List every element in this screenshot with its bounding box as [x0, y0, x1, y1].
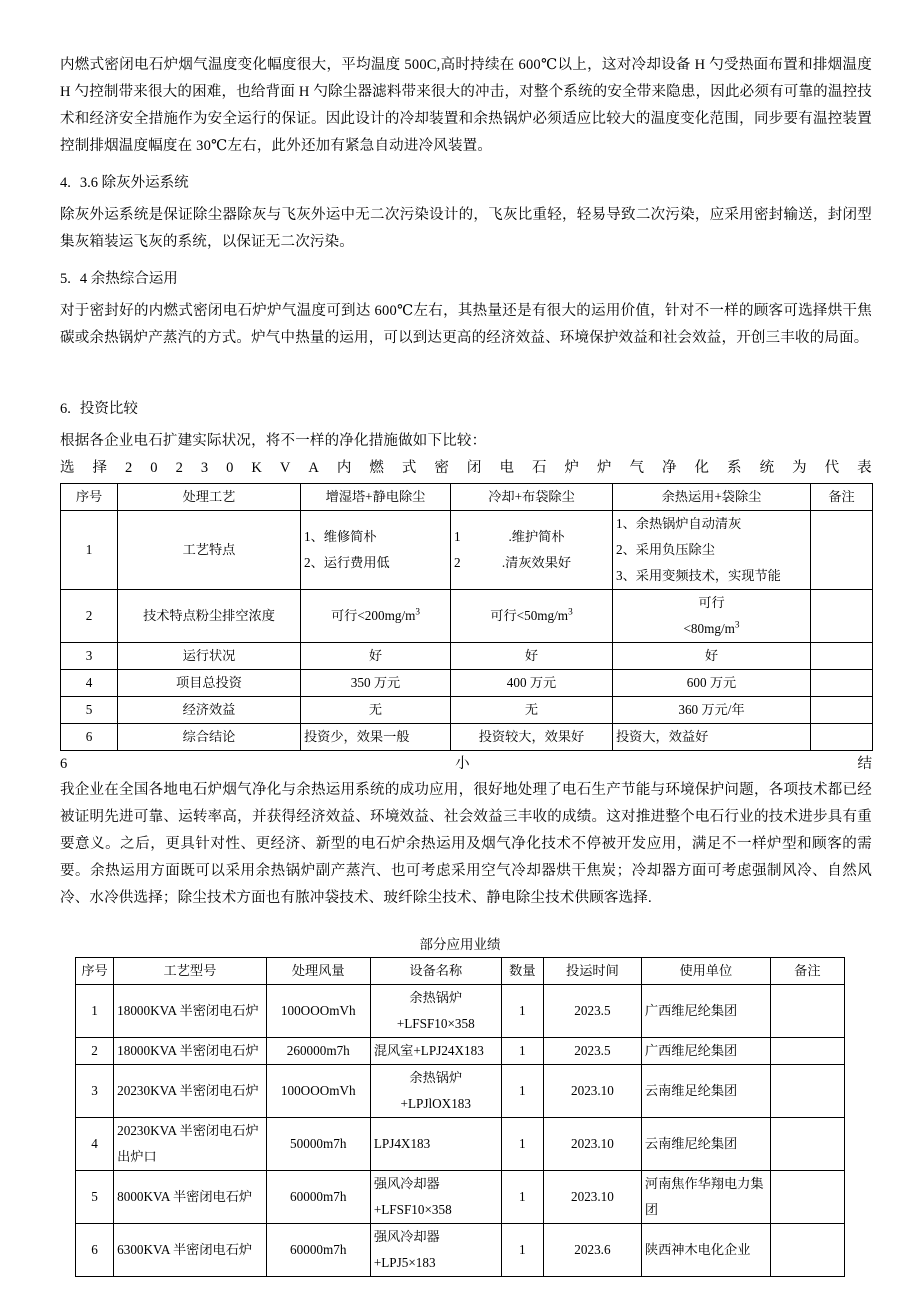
table-header-row [76, 958, 845, 985]
cell-qty: 1 [501, 1038, 543, 1065]
cell-process: 经济效益 [118, 697, 301, 724]
cell-no: 2 [76, 1038, 114, 1065]
cell-line-text: .维护简朴 [508, 529, 565, 544]
applications-table-caption: 部分应用业绩 [419, 937, 501, 952]
cell-no: 6 [76, 1224, 114, 1277]
cell-process: 运行状况 [118, 643, 301, 670]
cell-model: 18000KVA 半密闭电石炉 [114, 985, 267, 1038]
justified-char: 统 [759, 460, 775, 476]
table-row [76, 1171, 845, 1224]
cell-unit: 广西维尼纶集团 [641, 1038, 770, 1065]
cell-airflow: 60000m7h [266, 1224, 370, 1277]
cell-cooling [451, 724, 613, 751]
cell-cooling [451, 643, 613, 670]
justified-char: 选 [60, 460, 75, 476]
cell-unit: 云南维足纶集团 [641, 1065, 770, 1118]
cell-qty: 1 [501, 985, 543, 1038]
header-cell-process: 处理工艺 [118, 484, 301, 511]
header-cell-waste-heat: 余热运用+袋除尘 [613, 484, 811, 511]
justified-char: 2 [175, 460, 183, 476]
cell-remark [770, 1038, 844, 1065]
paragraph-ash-removal: 除灰外运系统是保证除尘器除灰与飞灰外运中无二次污染设计的，飞灰比重轻，轻易导致二次污染，应采用密封输送，封闭型集灰箱装运飞灰的系统，以保证无二次污染。 [60, 207, 872, 250]
cell-text-line: 1、余热锅炉自动清灰 [616, 516, 742, 531]
cell-text-line: 混风室+LPJ24X183 [373, 1043, 484, 1058]
cell-text-line: 600 万元 [686, 675, 737, 690]
table-row [76, 1224, 845, 1277]
table-header-row [61, 484, 873, 511]
justified-char: 内 [336, 460, 352, 476]
cell-text-line: 400 万元 [506, 675, 557, 690]
header-cell-qty: 数量 [501, 958, 543, 985]
cell-waste-heat [613, 697, 811, 724]
cell-equipment [370, 1224, 501, 1277]
justified-char: 净 [662, 460, 677, 476]
justified-char: A [308, 460, 319, 476]
cell-text-line: 360 万元/年 [678, 702, 745, 717]
document-content [60, 52, 872, 1277]
table-row [76, 1065, 845, 1118]
heading-ash-removal [60, 170, 872, 196]
table-row [76, 1118, 845, 1171]
cell-text-line: 投资少，效果一般 [304, 729, 410, 744]
cell-cooling [451, 697, 613, 724]
justified-char: 电 [499, 460, 514, 476]
table-row [61, 670, 873, 697]
cell-text-line: 无 [524, 702, 539, 717]
table-row [61, 511, 873, 590]
justified-char: 石 [531, 460, 547, 476]
justified-char: 择 [92, 460, 108, 476]
cell-model: 20230KVA 半密闭电石炉 [114, 1065, 267, 1118]
cell-qty: 1 [501, 1224, 543, 1277]
cell-text-line: 2、运行费用低 [304, 555, 390, 570]
cell-text-line: 投资大，效益好 [616, 729, 709, 744]
comparison-table-body [61, 484, 873, 751]
justified-char: 6 [60, 756, 68, 772]
cell-date: 2023.5 [543, 1038, 641, 1065]
cell-text-line: 余热锅炉 [409, 990, 463, 1005]
cell-text-line: +LPJlOX183 [400, 1096, 471, 1111]
justified-char: 3 [200, 460, 209, 476]
justified-char: 表 [857, 460, 872, 476]
justified-char: 炉 [564, 460, 579, 476]
cell-text-line: +LPJ5×183 [373, 1255, 436, 1270]
header-cell-airflow: 处理风量 [266, 958, 370, 985]
spacer-before-investment [60, 352, 872, 386]
justified-char: 化 [694, 460, 710, 476]
cell-remark [811, 511, 873, 590]
cell-remark [811, 670, 873, 697]
justified-char: 代 [824, 460, 840, 476]
header-cell-no: 序号 [61, 484, 118, 511]
cell-remark [811, 643, 873, 670]
justified-char: 为 [792, 460, 807, 476]
justified-line-summary-title [60, 751, 872, 777]
heading-ash-removal-label: 3.6 除灰外运系统 [79, 175, 189, 191]
justified-char: 2 [125, 460, 133, 476]
justified-char: 闭 [466, 460, 482, 476]
cell-remark [770, 1118, 844, 1171]
header-cell-unit: 使用单位 [641, 958, 770, 985]
cell-model: 20230KVA 半密闭电石炉出炉口 [114, 1118, 267, 1171]
cell-text-line: 强风冷却器 [373, 1229, 440, 1244]
applications-table [75, 957, 845, 1277]
cell-no: 5 [76, 1171, 114, 1224]
cell-waste-heat [613, 590, 811, 643]
header-cell-no: 序号 [76, 958, 114, 985]
cell-no: 3 [76, 1065, 114, 1118]
cell-humidifier [301, 670, 451, 697]
cell-model: 6300KVA 半密闭电石炉 [114, 1224, 267, 1277]
cell-text-line: +LFSF10×358 [396, 1016, 475, 1031]
cell-text-line: 好 [368, 648, 383, 663]
cell-airflow: 260000m7h [266, 1038, 370, 1065]
heading-investment-label: 投资比较 [79, 401, 138, 417]
cell-equipment [370, 1038, 501, 1065]
cell-text-line: 可行$<200mg/m^3$ [331, 606, 420, 623]
cell-date: 2023.10 [543, 1065, 641, 1118]
cell-no: 1 [76, 985, 114, 1038]
heading-ash-removal-number: 4. [60, 175, 71, 191]
cell-model: 8000KVA 半密闭电石炉 [114, 1171, 267, 1224]
cell-waste-heat [613, 670, 811, 697]
cell-cooling [451, 511, 613, 590]
cell-humidifier [301, 590, 451, 643]
cell-text-line: 350 万元 [350, 675, 401, 690]
cell-equipment [370, 985, 501, 1038]
cell-text-line: 投资较大，效果好 [478, 729, 585, 744]
justified-char: 式 [401, 460, 417, 476]
justified-char: 小 [455, 756, 470, 772]
comparison-table [60, 483, 873, 751]
cell-qty: 1 [501, 1171, 543, 1224]
table-row [61, 697, 873, 724]
cell-date: 2023.10 [543, 1171, 641, 1224]
justified-char: K [251, 460, 262, 476]
cell-equipment [370, 1065, 501, 1118]
cell-humidifier [301, 697, 451, 724]
cell-unit: 河南焦作华翔电力集团 [641, 1171, 770, 1224]
cell-airflow: 100OOOmVh [266, 1065, 370, 1118]
paragraph-investment-intro: 根据各企业电石扩建实际状况，将不一样的净化措施做如下比较： [60, 433, 487, 449]
cell-date: 2023.6 [543, 1224, 641, 1277]
cell-process: 工艺特点 [118, 511, 301, 590]
cell-date: 2023.10 [543, 1118, 641, 1171]
cell-qty: 1 [501, 1065, 543, 1118]
justified-char: 燃 [369, 460, 384, 476]
cell-remark [811, 590, 873, 643]
cell-text-line: 可行$<50mg/m^3$ [490, 606, 573, 623]
cell-remark [770, 1171, 844, 1224]
cell-no: 1 [61, 511, 118, 590]
heading-investment-number: 6. [60, 401, 71, 417]
cell-line-text: .清灰效果好 [501, 555, 572, 570]
cell-no: 4 [61, 670, 118, 697]
cell-humidifier [301, 511, 451, 590]
justified-char: 0 [150, 460, 158, 476]
cell-airflow: 100OOOmVh [266, 985, 370, 1038]
header-cell-equipment: 设备名称 [370, 958, 501, 985]
table-row [61, 643, 873, 670]
cell-process: 综合结论 [118, 724, 301, 751]
heading-waste-heat-number: 5. [60, 271, 71, 287]
cell-humidifier [301, 724, 451, 751]
header-cell-humidifier: 增湿塔+静电除尘 [301, 484, 451, 511]
table-row [76, 985, 845, 1038]
cell-remark [770, 1065, 844, 1118]
cell-airflow: 60000m7h [266, 1171, 370, 1224]
cell-line-marker: 1 [454, 529, 461, 544]
cell-text-line: 好 [524, 648, 539, 663]
cell-text-line: 好 [704, 648, 719, 663]
cell-waste-heat [613, 643, 811, 670]
paragraph-waste-heat: 对于密封好的内燃式密闭电石炉炉气温度可到达 600℃左右，其热量还是有很大的运用价值，针对不一样的顾客可选择烘干焦碳或余热锅炉产蒸汽的方式。炉气中热量的运用，可以到达更高的经济效益、环境保护效益和社会效益，开创三丰收的局面。 [60, 303, 872, 346]
cell-airflow: 50000m7h [266, 1118, 370, 1171]
cell-humidifier [301, 643, 451, 670]
spacer-before-applications [60, 912, 872, 934]
cell-qty: 1 [501, 1118, 543, 1171]
justified-line-representative [60, 455, 872, 481]
justified-char: V [279, 460, 291, 476]
cell-no: 4 [76, 1118, 114, 1171]
cell-waste-heat [613, 724, 811, 751]
cell-text-line: 无 [368, 702, 383, 717]
cell-remark [770, 985, 844, 1038]
cell-remark [811, 724, 873, 751]
heading-investment [60, 396, 872, 422]
heading-waste-heat [60, 266, 872, 292]
cell-remark [770, 1224, 844, 1277]
cell-text-line: 3、采用变频技术，实现节能 [616, 568, 781, 583]
cell-text-line: 可行 [698, 595, 725, 610]
cell-text-line: 1、维修简朴 [304, 529, 377, 544]
justified-char: 结 [857, 756, 872, 772]
cell-equipment [370, 1171, 501, 1224]
justified-char: 炉 [596, 460, 612, 476]
cell-text-line: +LFSF10×358 [373, 1202, 452, 1217]
heading-waste-heat-label: 4 余热综合运用 [79, 271, 178, 287]
applications-table-body [76, 958, 845, 1277]
cell-text-line: $<80mg/m^3$ [683, 619, 740, 636]
justified-char: 0 [226, 460, 234, 476]
cell-text-line: LPJ4X183 [373, 1136, 431, 1151]
header-cell-date: 投运时间 [543, 958, 641, 985]
cell-line-marker: 2 [454, 555, 461, 570]
justified-char: 密 [434, 460, 449, 476]
header-cell-remark: 备注 [770, 958, 844, 985]
cell-text-line: 2、采用负压除尘 [616, 542, 715, 557]
cell-process: 项目总投资 [118, 670, 301, 697]
cell-process: 技术特点粉尘排空浓度 [118, 590, 301, 643]
cell-no: 3 [61, 643, 118, 670]
cell-waste-heat [613, 511, 811, 590]
cell-text-line: 强风冷却器 [373, 1176, 440, 1191]
cell-text-line [454, 524, 609, 550]
cell-text-line [454, 550, 609, 576]
cell-unit: 陕西神木电化企业 [641, 1224, 770, 1277]
paragraph-flue-gas-temp: 内燃式密闭电石炉烟气温度变化幅度很大，平均温度 500C,高时持续在 600℃以上，这对冷却设备 H 勺受热面布置和排烟温度 H 勺控制带来很大的困难，也给背面 H 勺除尘器滤料带来很大的冲击，对整个系统的安全带来隐患，因此必须有可靠的温控技术和经济安全措施作为安全运行的保证。因此设计的冷却装置和余热锅炉必须适应比较大的温度变化范围，同步要有温控装置控制排烟温度幅度在 30℃左右，此外还加有紧急自动进冷风装置。 [60, 57, 872, 154]
cell-date: 2023.5 [543, 985, 641, 1038]
justified-char: 气 [629, 460, 644, 476]
cell-no: 5 [61, 697, 118, 724]
cell-unit: 广西维尼纶集团 [641, 985, 770, 1038]
cell-remark [811, 697, 873, 724]
cell-cooling [451, 670, 613, 697]
header-cell-cooling: 冷却+布袋除尘 [451, 484, 613, 511]
cell-unit: 云南维尼纶集团 [641, 1118, 770, 1171]
table-row [61, 590, 873, 643]
header-cell-model: 工艺型号 [114, 958, 267, 985]
paragraph-summary-body: 我企业在全国各地电石炉烟气净化与余热运用系统的成功应用，很好地处理了电石生产节能与环境保护问题，各项技术都已经被证明先进可靠、运转率高，并获得经济效益、环境效益、社会效益三丰收的成绩。这对推进整个电石行业的技术进步具有重要意义。之后，更具针对性、更经济、新型的电石炉余热运用及烟气净化技术不停被开发应用，满足不一样炉型和顾客的需要。余热运用方面既可以采用余热锅炉副产蒸汽、也可考虑采用空气冷却器烘干焦炭；冷却器方面可考虑强制风冷、自然风冷、水冷供选择；除尘技术方面也有脓冲袋技术、玻纤除尘技术、静电除尘技术供顾客选择. [60, 782, 872, 906]
cell-no: 6 [61, 724, 118, 751]
justified-char: 系 [727, 460, 742, 476]
cell-cooling [451, 590, 613, 643]
cell-text-line: 余热锅炉 [409, 1070, 463, 1085]
cell-equipment [370, 1118, 501, 1171]
header-cell-remark: 备注 [811, 484, 873, 511]
table-row [76, 1038, 845, 1065]
table-row [61, 724, 873, 751]
cell-model: 18000KVA 半密闭电石炉 [114, 1038, 267, 1065]
cell-no: 2 [61, 590, 118, 643]
